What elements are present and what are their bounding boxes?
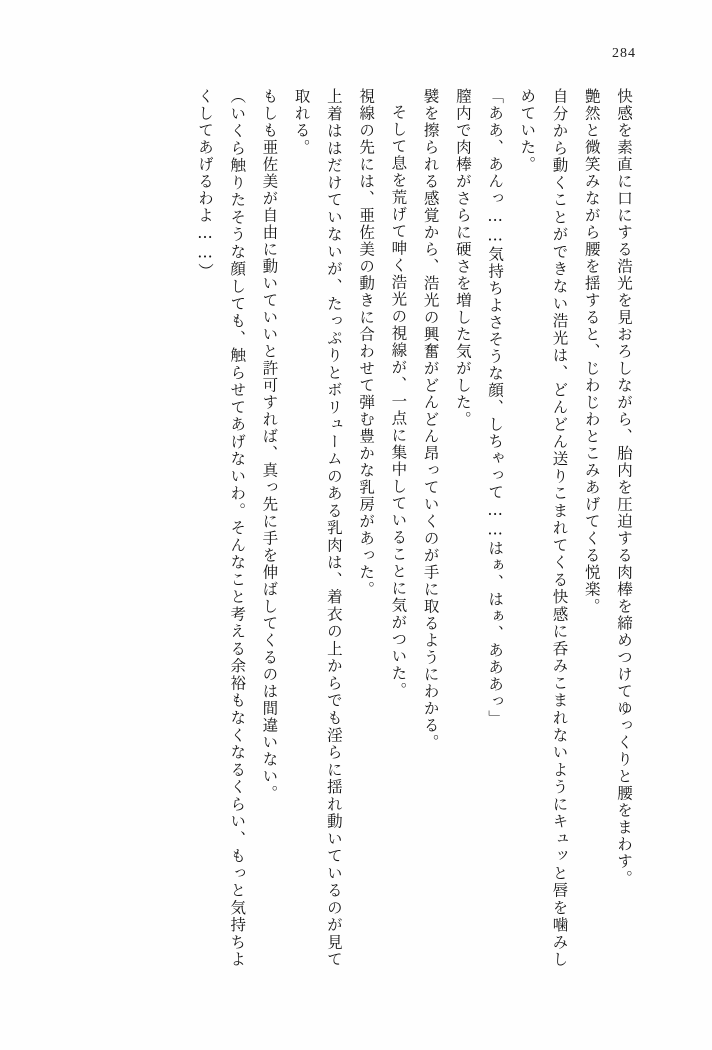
paragraph: そして息を荒げて呻く浩光の視線が、一点に集中していることに気がついた。 <box>389 103 408 699</box>
paragraph: もしも亜佐美が自由に動いていいと許可すれば、真っ先に手を伸ばしてくるのは間違いない。 <box>260 88 279 802</box>
paragraph: 艶然と微笑みながら腰を揺すると、じわじわとこみあげてくる悦楽。 <box>582 88 601 615</box>
paragraph: 上着ははだけていないが、たっぷりとボリュームのある乳肉は、着衣の上からでも淫らに揺れ動いているのが見て取れる。 <box>292 88 343 968</box>
paragraph: 膣内で肉棒がさらに硬さを増した気がした。 <box>453 88 472 428</box>
body-text <box>96 88 640 968</box>
paragraph: 快感を素直に口にする浩光を見おろしながら、胎内を圧迫する肉棒を締めつけてゆっくりと腰をまわす。 <box>615 88 633 887</box>
paragraph: 襞を擦られる感覚から、浩光の興奮がどんどん昂っていくのが手に取るようにわかる。 <box>421 88 440 751</box>
page-number: 284 <box>612 46 636 61</box>
paragraph: 「ああ、あんっ……気持ちよさそうな顔、しちゃって……はぁ、はぁ、あああっ」 <box>486 88 505 727</box>
paragraph: 視線の先には、亜佐美の動きに合わせて弾む豊かな乳房があった。 <box>357 88 376 598</box>
paragraph: 自分から動くことができない浩光は、どんどん送りこまれてくる快感に呑みこまれないようにキュッと唇を噛みしめていた。 <box>518 88 569 969</box>
paragraph: （いくら触りたそうな顔しても、触らせてあげないわ。そんなこと考える余裕もなくなるくらい、もっと気持ちよくしてあげるわよ……） <box>195 88 247 968</box>
